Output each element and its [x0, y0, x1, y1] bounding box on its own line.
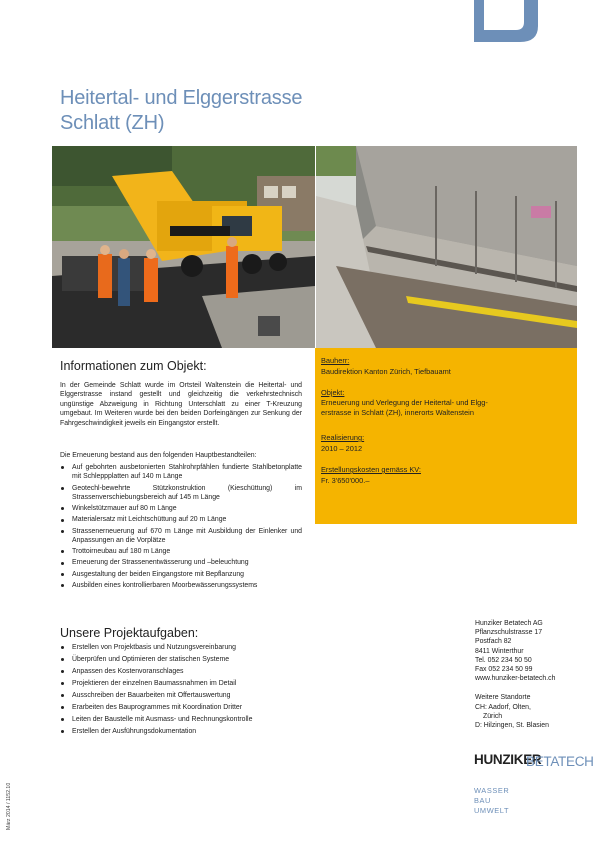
components-list [60, 463, 302, 592]
list-item: Projektieren der einzelnen Baumassnahmen im Detail [60, 679, 302, 688]
objekt-value-line-2: erstrasse in Schlatt (ZH), innerorts Waltenstein [321, 408, 474, 417]
logo-mark-icon [474, 0, 538, 42]
bauherr-label: Bauherr: [321, 356, 350, 365]
tagline-line: UMWELT [474, 806, 510, 815]
brand-name-part-1: HUNZIKER [474, 752, 542, 767]
kosten-value: Fr. 3'650'000.– [321, 476, 370, 485]
company-city: 8411 Winterthur [475, 647, 524, 655]
info-paragraph-2: Die Erneuerung bestand aus den folgenden Hauptbestandteilen: [60, 452, 257, 459]
paving-photo [52, 146, 315, 348]
company-name: Hunziker Betatech AG [475, 620, 543, 627]
list-item: Ausschreiben der Bauarbeiten mit Offertauswertung [60, 691, 302, 700]
list-item: Überprüfen und Optimieren der statischen Systeme [60, 655, 302, 664]
list-item: Strassenerneuerung auf 670 m Länge mit Ausbildung der Einlenker und Anpassungen an die Vorplätze [60, 527, 302, 546]
company-phone: Tel. 052 234 50 50 [475, 656, 532, 664]
wall-photo [316, 146, 577, 348]
tasks-list [60, 643, 302, 739]
info-heading: Informationen zum Objekt: [60, 359, 207, 373]
project-facts-box [315, 348, 577, 524]
list-item: Leiten der Baustelle mit Ausmass- und Rechnungskontrolle [60, 715, 302, 724]
list-item: Auf gebohrten ausbetonierten Stahlrohrpfählen fundierte Stahlbetonplatte mit Schleppplatten auf 140 m Länge [60, 463, 302, 482]
tasks-heading: Unsere Projektaufgaben: [60, 626, 199, 640]
brand-tagline [474, 786, 509, 816]
kosten-label: Erstellungskosten gemäss KV: [321, 465, 421, 474]
tagline-line: BAU [474, 796, 491, 805]
company-postbox: Postfach 82 [475, 638, 512, 646]
company-fax: Fax 052 234 50 99 [475, 666, 533, 674]
list-item: Trottoirneubau auf 180 m Länge [60, 547, 302, 556]
list-item: Erarbeiten des Bauprogrammes mit Koordination Dritter [60, 703, 302, 712]
page-title [60, 86, 302, 136]
list-item: Erstellen der Ausführungsdokumentation [60, 727, 302, 736]
other-locations-heading: Weitere Standorte [475, 694, 531, 702]
list-item: Geotechl-bewehrte Stützkonstruktion (Kieschüttung) im Strassenverschiebungsbereich auf 145 m Länge [60, 484, 302, 503]
other-location-line: Zürich [483, 712, 503, 720]
list-item: Erstellen von Projektbasis und Nutzungsvereinbarung [60, 643, 302, 652]
list-item: Ausgestaltung der beiden Eingangstore mit Bepflanzung [60, 570, 302, 579]
brand-logo [474, 748, 594, 770]
list-item: Ausbilden eines kontrollierbaren Moorbewässerungssystems [60, 581, 302, 590]
list-item: Erneuerung der Strassenentwässerung und –beleuchtung [60, 558, 302, 567]
realisierung-value: 2010 – 2012 [321, 444, 363, 453]
list-item: Winkelstützmauer auf 80 m Länge [60, 504, 302, 513]
list-item: Anpassen des Kostenvoranschlages [60, 667, 302, 676]
list-item: Materialersatz mit Leichtschüttung auf 20 m Länge [60, 515, 302, 524]
objekt-value-line-1: Erneuerung und Verlegung der Heitertal- und Elgg- [321, 398, 488, 407]
company-website[interactable]: www.hunziker-betatech.ch [475, 675, 556, 683]
brand-name-part-2: BETATECH [526, 754, 594, 769]
info-paragraph: In der Gemeinde Schlatt wurde im Ortsteil Waltenstein die Heitertal- und Elggerstrasse instand gestellt und gleichzeitig die verkehrstechnisch ungünstige Abzweigung in Richtung Unterschlatt zu einer T-Kreuzung umgebaut. Im Weiteren wurde bei den beiden Dorfeingängen zur Senkung der Fahrgeschwindigkeit jeweils ein Eingangstor erstellt. [60, 382, 302, 427]
company-street: Pflanzschulstrasse 17 [475, 629, 543, 637]
realisierung-label: Realisierung: [321, 433, 365, 442]
title-line-1: Heitertal- und Elggerstrasse [60, 87, 303, 109]
other-location-line: CH: Aadorf, Olten, [475, 703, 531, 711]
tagline-line: WASSER [474, 786, 510, 795]
company-address [475, 619, 555, 730]
bauherr-value: Baudirektion Kanton Zürich, Tiefbauamt [321, 367, 451, 376]
other-location-line: D: Hilzingen, St. Blasien [475, 722, 549, 730]
title-line-2: Schlatt (ZH) [60, 112, 165, 134]
objekt-label: Objekt: [321, 388, 345, 397]
document-date-note: März 2014 / 1152.10 [6, 782, 12, 830]
